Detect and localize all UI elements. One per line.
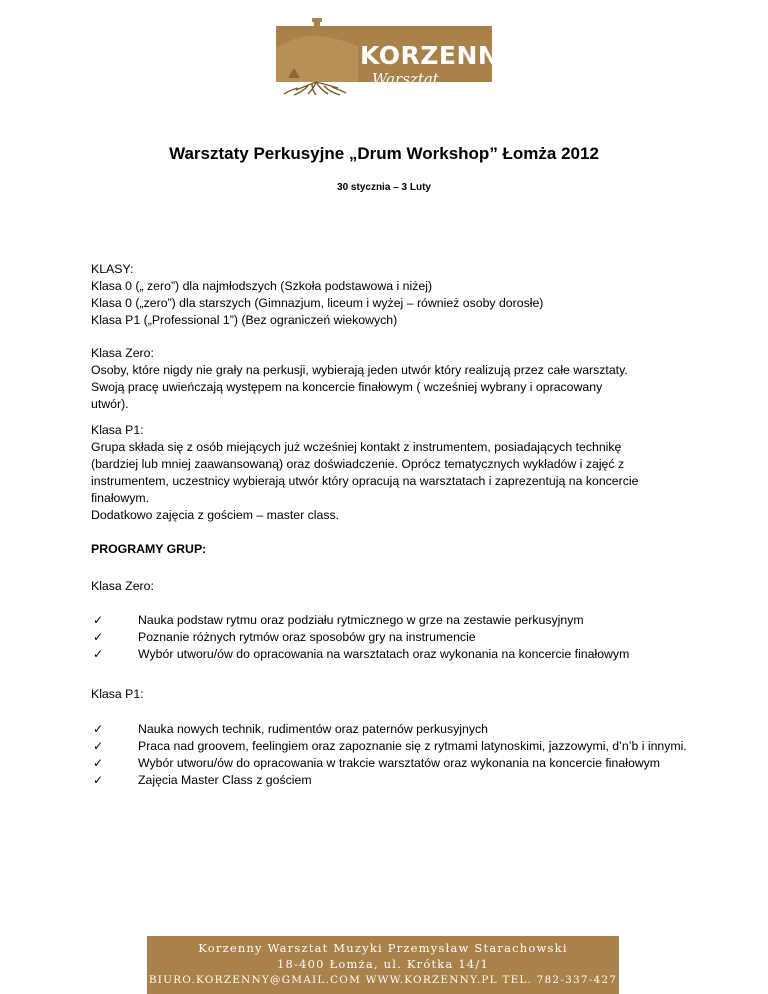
p1-section xyxy=(91,422,691,524)
p1-line: finałowym. xyxy=(91,491,150,505)
programs-zero-label: Klasa Zero: xyxy=(91,579,154,593)
programs-p1-list xyxy=(91,721,691,789)
logo-subtitle: Warsztat Muzyki xyxy=(372,70,439,106)
footer-company: Korzenny Warsztat Muzyki Przemysław Starachowski xyxy=(198,941,568,955)
class-line: Klasa 0 („ zero”) dla najmłodszych (Szkoła podstawowa i niżej) xyxy=(91,279,433,293)
class-line: Klasa P1 („Professional 1”) (Bez ograniczeń wiekowych) xyxy=(91,313,398,327)
list-item: ✓ Nauka nowych technik, rudimentów oraz paternów perkusyjnych xyxy=(93,722,488,736)
check-icon: ✓ xyxy=(93,773,104,787)
roots-icon xyxy=(284,82,346,95)
list-item: ✓ Poznanie różnych rytmów oraz sposobów gry na instrumencie xyxy=(93,630,476,644)
check-icon: ✓ xyxy=(93,647,104,661)
logo xyxy=(268,16,518,106)
programs-p1-label: Klasa P1: xyxy=(91,687,144,701)
footer-contact: BIURO.KORZENNY@GMAIL.COM WWW.KORZENNY.PL TEL. 782-337-427 xyxy=(148,974,618,986)
zero-line: Osoby, które nigdy nie grały na perkusji, wybierają jeden utwór który realizują przez całe warsztaty. xyxy=(91,363,628,377)
programs-header: PROGRAMY GRUP: xyxy=(91,542,207,556)
check-icon: ✓ xyxy=(93,613,104,627)
zero-section xyxy=(91,345,691,413)
list-item: ✓ Praca nad groovem, feelingiem oraz zapoznanie się z rytmami latynoskimi, jazzowymi, d’n’b i innymi. xyxy=(93,739,687,753)
check-icon: ✓ xyxy=(93,630,104,644)
classes-header: KLASY: xyxy=(91,262,134,276)
list-item: ✓ Wybór utworu/ów do opracowania na warsztatach oraz wykonania na koncercie finałowym xyxy=(93,647,630,661)
check-icon: ✓ xyxy=(93,739,104,753)
footer xyxy=(147,936,619,994)
p1-line: Grupa składa się z osób miejących już wcześniej kontakt z instrumentem, posiadających technikę xyxy=(91,440,622,454)
check-icon: ✓ xyxy=(93,756,104,770)
p1-header: Klasa P1: xyxy=(91,423,144,437)
document-dates: 30 stycznia – 3 Luty xyxy=(337,182,431,193)
zero-header: Klasa Zero: xyxy=(91,346,154,360)
list-item: ✓ Wybór utworu/ów do opracowania w trakcie warsztatów oraz wykonania na koncercie finałowym xyxy=(93,756,661,770)
zero-line: utwór). xyxy=(91,397,129,411)
p1-line: Dodatkowo zajęcia z gościem – master class. xyxy=(91,508,340,522)
list-item: ✓ Zajęcia Master Class z gościem xyxy=(93,773,312,787)
check-icon: ✓ xyxy=(93,722,104,736)
class-line: Klasa 0 („zero”) dla starszych (Gimnazjum, liceum i wyżej – również osoby dorosłe) xyxy=(91,296,544,310)
classes-section xyxy=(91,261,691,329)
p1-line: instrumentem, uczestnicy wybierają utwór który opracują na warsztatach i zaprezentują na koncercie xyxy=(91,474,639,488)
programs-zero-list xyxy=(91,612,691,663)
footer-address: 18-400 Łomża, ul. Krótka 14/1 xyxy=(276,957,489,971)
p1-line: (bardziej lub mniej zaawansowaną) oraz doświadczenie. Oprócz tematycznych wykładów i zajęć z xyxy=(91,457,625,471)
zero-line: Swoją pracę uwieńczają występem na koncercie finałowym ( wcześniej wybrany i opracowany xyxy=(91,380,603,394)
list-item: ✓ Nauka podstaw rytmu oraz podziału rytmicznego w grze na zestawie perkusyjnym xyxy=(93,613,584,627)
logo-title: KORZENNY xyxy=(360,41,518,70)
document-title: Warsztaty Perkusyjne „Drum Workshop” Łomża 2012 xyxy=(169,144,599,163)
